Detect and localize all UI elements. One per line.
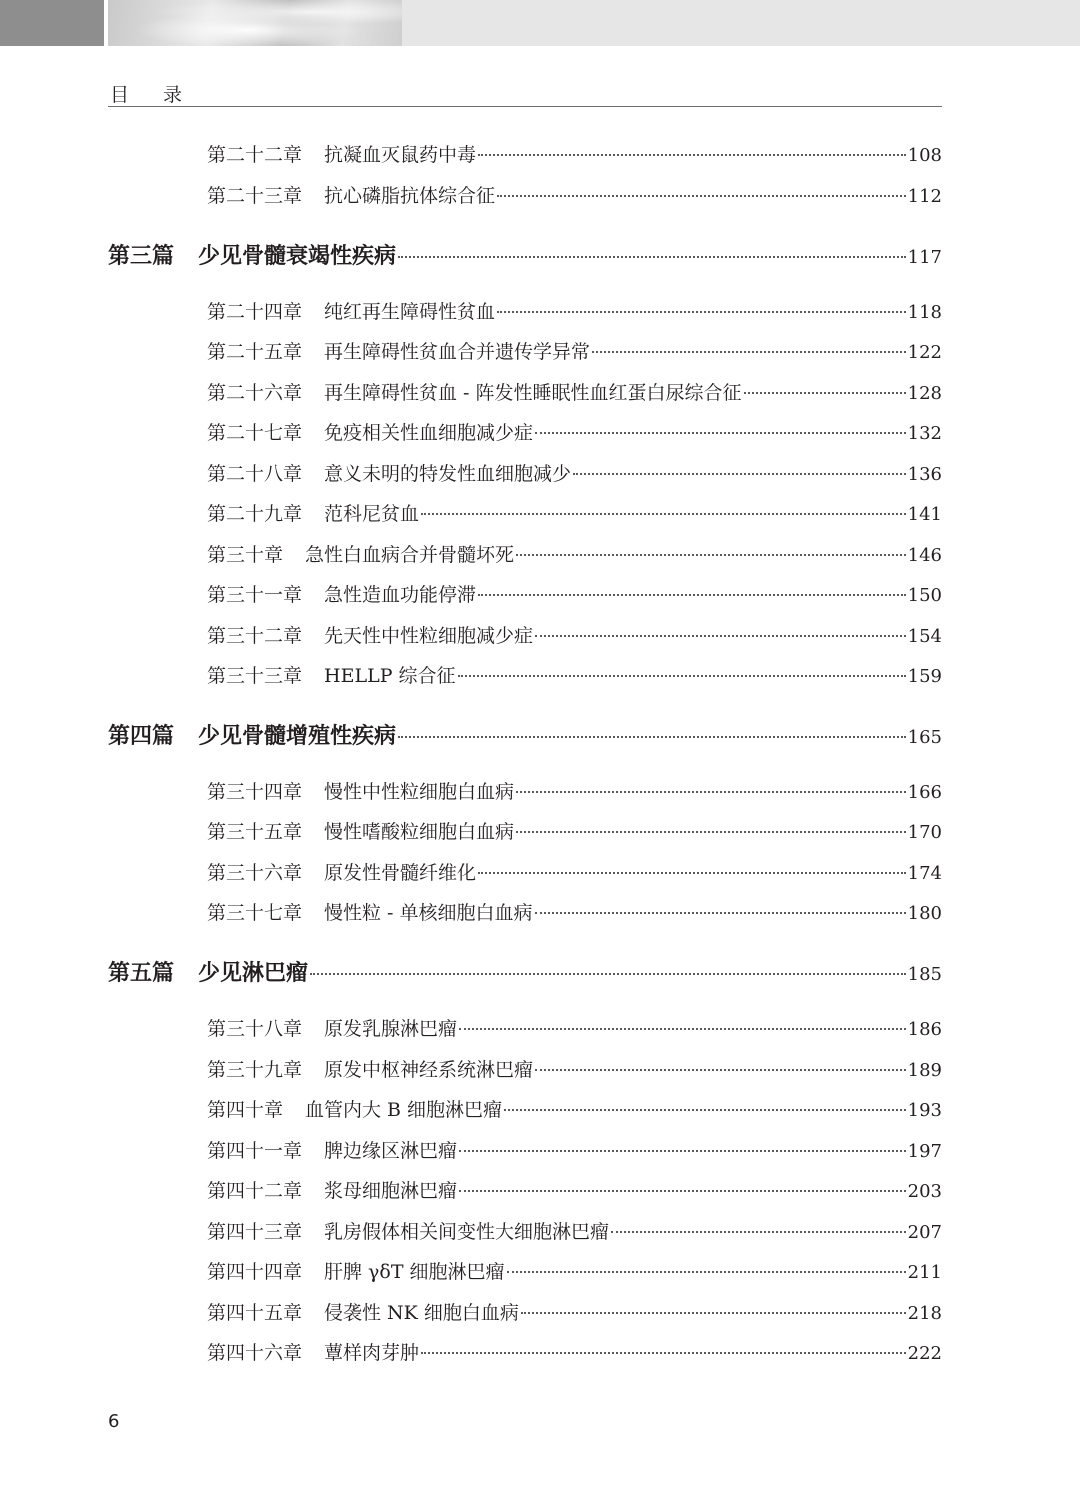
dot-leader	[521, 1311, 906, 1314]
chapter-number: 第三十六章	[207, 862, 303, 884]
toc-chapter-entry[interactable]	[207, 621, 942, 649]
page-ref: 218	[907, 1303, 942, 1324]
header-rule	[108, 106, 942, 107]
chapter-title: 侵袭性 NK 细胞白血病	[324, 1302, 519, 1324]
header-band	[0, 0, 1080, 46]
toc-part-entry[interactable]	[108, 956, 942, 986]
page-ref: 174	[907, 863, 942, 884]
toc-chapter-entry[interactable]	[207, 1095, 942, 1123]
page-ref: 159	[907, 666, 942, 687]
chapter-number: 第二十六章	[207, 382, 303, 404]
chapter-title: 肝脾 γδT 细胞淋巴瘤	[324, 1261, 505, 1283]
part-title: 少见骨髓衰竭性疾病	[198, 244, 397, 269]
toc-chapter-entry[interactable]	[207, 418, 942, 446]
page-ref: 136	[907, 464, 942, 485]
chapter-title: 抗凝血灭鼠药中毒	[324, 144, 477, 166]
page-ref: 166	[907, 782, 942, 803]
chapter-number: 第四十六章	[207, 1342, 303, 1364]
chapter-number: 第三十四章	[207, 781, 303, 803]
chapter-title: 慢性嗜酸粒细胞白血病	[324, 821, 515, 843]
dot-leader	[497, 310, 906, 313]
part-title: 少见淋巴瘤	[198, 961, 309, 986]
dot-leader	[398, 735, 906, 738]
dot-leader	[535, 911, 906, 914]
page-ref: 128	[907, 383, 942, 404]
dot-leader	[592, 350, 906, 353]
dot-leader	[459, 1189, 906, 1192]
dot-leader	[421, 512, 906, 515]
toc-chapter-entry[interactable]	[207, 661, 942, 689]
chapter-number: 第三十五章	[207, 821, 303, 843]
chapter-number: 第二十七章	[207, 422, 303, 444]
dot-leader	[458, 674, 906, 677]
chapter-number: 第三十七章	[207, 902, 303, 924]
toc-chapter-entry[interactable]	[207, 1298, 942, 1326]
chapter-number: 第四十三章	[207, 1221, 303, 1243]
chapter-number: 第四十二章	[207, 1180, 303, 1202]
toc-chapter-entry[interactable]	[207, 858, 942, 886]
toc-chapter-entry[interactable]	[207, 337, 942, 365]
chapter-number: 第二十九章	[207, 503, 303, 525]
chapter-title: 蕈样肉芽肿	[324, 1342, 420, 1364]
chapter-title: 再生障碍性贫血合并遗传学异常	[324, 341, 591, 363]
page-ref: 203	[907, 1181, 942, 1202]
header-band-dark-block	[0, 0, 104, 46]
dot-leader	[744, 391, 906, 394]
page-ref: 186	[907, 1019, 942, 1040]
toc-chapter-entry[interactable]	[207, 898, 942, 926]
chapter-title: 再生障碍性贫血 - 阵发性睡眠性血红蛋白尿综合征	[324, 382, 742, 404]
chapter-number: 第三十章	[207, 544, 284, 566]
toc-chapter-entry[interactable]	[207, 1217, 942, 1245]
chapter-title: 原发性骨髓纤维化	[324, 862, 477, 884]
toc-chapter-entry[interactable]	[207, 378, 942, 406]
page-ref: 154	[907, 626, 942, 647]
dot-leader	[573, 472, 906, 475]
dot-leader	[398, 255, 906, 258]
part-number: 第三篇	[108, 244, 175, 269]
page-ref: 108	[907, 145, 942, 166]
chapter-number: 第二十三章	[207, 185, 303, 207]
chapter-title: 急性白血病合并骨髓坏死	[305, 544, 515, 566]
dot-leader	[497, 194, 906, 197]
chapter-title: 免疫相关性血细胞减少症	[324, 422, 534, 444]
chapter-title: 意义未明的特发性血细胞减少	[324, 463, 572, 485]
chapter-title: 抗心磷脂抗体综合征	[324, 185, 496, 207]
chapter-title: 浆母细胞淋巴瘤	[324, 1180, 458, 1202]
chapter-number: 第二十八章	[207, 463, 303, 485]
page-ref: 146	[907, 545, 942, 566]
page-ref: 118	[907, 302, 942, 323]
page-ref: 197	[907, 1141, 942, 1162]
dot-leader	[535, 431, 906, 434]
page-ref: 112	[907, 186, 942, 207]
chapter-number: 第三十二章	[207, 625, 303, 647]
dot-leader	[516, 553, 906, 556]
dot-leader	[516, 790, 906, 793]
chapter-number: 第四十四章	[207, 1261, 303, 1283]
page-ref: 141	[907, 504, 942, 525]
chapter-title: 纯红再生障碍性贫血	[324, 301, 496, 323]
chapter-title: 脾边缘区淋巴瘤	[324, 1140, 458, 1162]
chapter-number: 第二十二章	[207, 144, 303, 166]
running-header-title: 目录	[110, 84, 217, 106]
chapter-number: 第三十三章	[207, 665, 303, 687]
chapter-title: 慢性中性粒细胞白血病	[324, 781, 515, 803]
page-ref: 185	[907, 964, 942, 985]
page-ref: 207	[907, 1222, 942, 1243]
toc-part-entry[interactable]	[108, 239, 942, 269]
chapter-title: 范科尼贫血	[324, 503, 420, 525]
toc-chapter-entry[interactable]	[207, 1257, 942, 1285]
chapter-number: 第三十九章	[207, 1059, 303, 1081]
chapter-number: 第三十八章	[207, 1018, 303, 1040]
chapter-title: 血管内大 B 细胞淋巴瘤	[305, 1099, 503, 1121]
page-ref: 222	[907, 1343, 942, 1364]
dot-leader	[478, 153, 906, 156]
dot-leader	[535, 634, 906, 637]
chapter-number: 第四十章	[207, 1099, 284, 1121]
page-ref: 165	[907, 727, 942, 748]
part-number: 第五篇	[108, 961, 175, 986]
chapter-number: 第三十一章	[207, 584, 303, 606]
part-number: 第四篇	[108, 724, 175, 749]
chapter-title: 乳房假体相关间变性大细胞淋巴瘤	[324, 1221, 610, 1243]
dot-leader	[459, 1149, 906, 1152]
toc-chapter-entry[interactable]	[207, 817, 942, 845]
chapter-title: 慢性粒 - 单核细胞白血病	[324, 902, 533, 924]
toc-chapter-entry[interactable]	[207, 459, 942, 487]
toc-chapter-entry[interactable]	[207, 1176, 942, 1204]
toc-chapter-entry[interactable]	[207, 580, 942, 608]
dot-leader	[310, 972, 906, 975]
chapter-number: 第四十一章	[207, 1140, 303, 1162]
dot-leader	[611, 1230, 906, 1233]
page-ref: 211	[907, 1262, 942, 1283]
page-ref: 150	[907, 585, 942, 606]
page-number: 6	[108, 1411, 120, 1432]
toc-chapter-entry[interactable]	[207, 140, 942, 168]
toc-part-entry[interactable]	[108, 719, 942, 749]
page-ref: 122	[907, 342, 942, 363]
toc-chapter-entry[interactable]	[207, 1014, 942, 1042]
dot-leader	[507, 1270, 906, 1273]
chapter-title: HELLP 综合征	[324, 665, 456, 687]
toc-chapter-entry[interactable]	[207, 1055, 942, 1083]
chapter-title: 急性造血功能停滞	[324, 584, 477, 606]
toc-chapter-entry[interactable]	[207, 181, 942, 209]
page-ref: 180	[907, 903, 942, 924]
part-title: 少见骨髓增殖性疾病	[198, 724, 397, 749]
page-ref: 132	[907, 423, 942, 444]
page-ref: 189	[907, 1060, 942, 1081]
toc-chapter-entry[interactable]	[207, 540, 942, 568]
dot-leader	[421, 1351, 906, 1354]
toc-chapter-entry[interactable]	[207, 297, 942, 325]
page-ref: 193	[907, 1100, 942, 1121]
chapter-number: 第二十四章	[207, 301, 303, 323]
dot-leader	[478, 871, 906, 874]
dot-leader	[459, 1027, 906, 1030]
header-band-light-block	[402, 0, 1080, 46]
chapter-number: 第二十五章	[207, 341, 303, 363]
dot-leader	[535, 1068, 906, 1071]
toc-chapter-entry[interactable]	[207, 1338, 942, 1366]
dot-leader	[504, 1108, 906, 1111]
page-ref: 117	[907, 247, 942, 268]
chapter-title: 先天性中性粒细胞减少症	[324, 625, 534, 647]
chapter-number: 第四十五章	[207, 1302, 303, 1324]
chapter-title: 原发乳腺淋巴瘤	[324, 1018, 458, 1040]
toc-chapter-entry[interactable]	[207, 1136, 942, 1164]
dot-leader	[516, 830, 906, 833]
dot-leader	[478, 593, 906, 596]
toc-chapter-entry[interactable]	[207, 777, 942, 805]
header-band-swirl-graphic	[108, 0, 402, 46]
chapter-title: 原发中枢神经系统淋巴瘤	[324, 1059, 534, 1081]
page-ref: 170	[907, 822, 942, 843]
toc-chapter-entry[interactable]	[207, 499, 942, 527]
